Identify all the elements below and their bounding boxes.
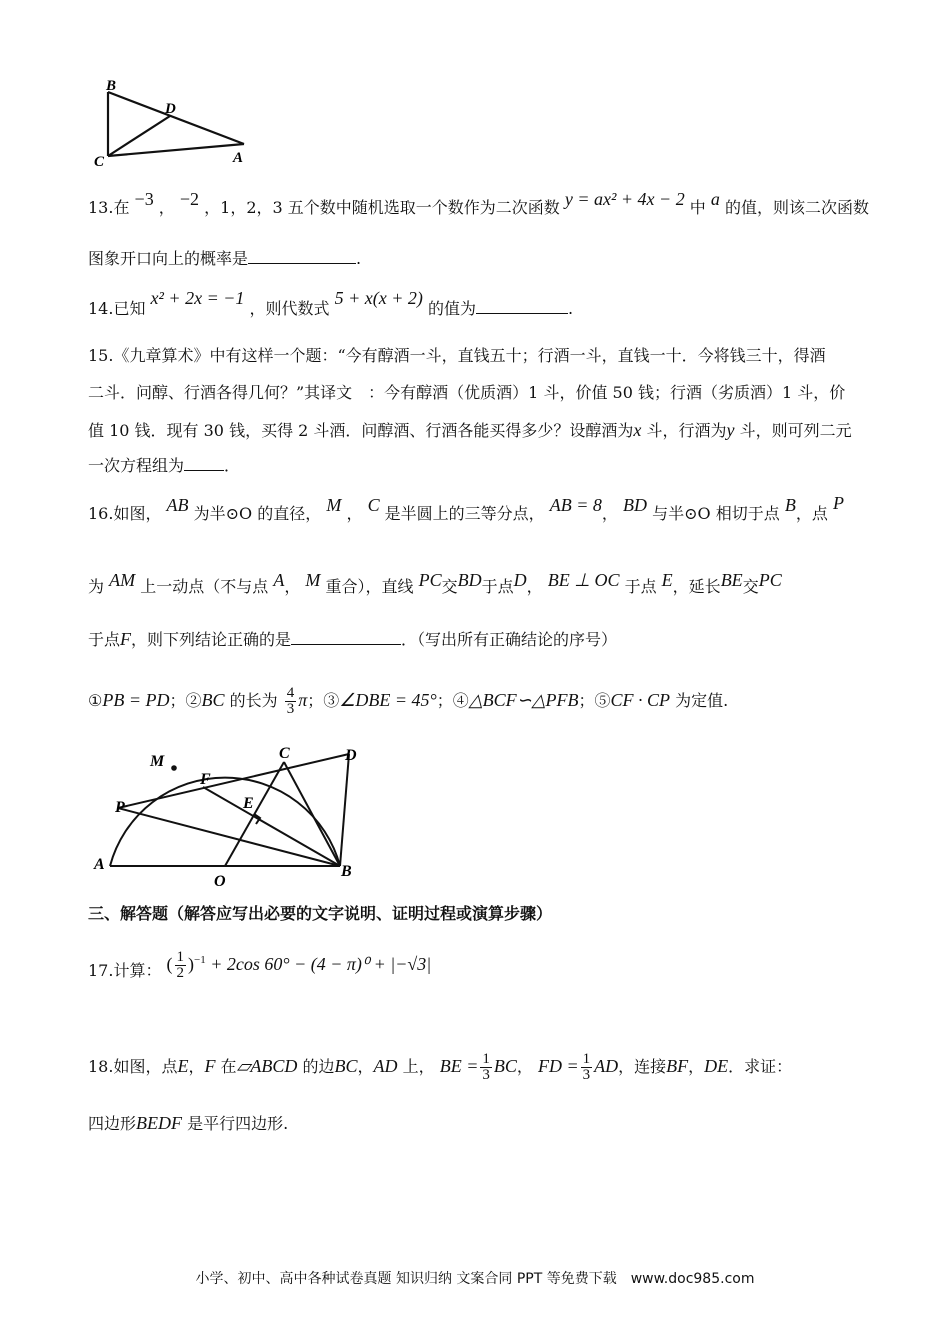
q16-text: ，则下列结论正确的是 [131, 630, 292, 649]
q18-text: ， [188, 1057, 205, 1076]
q16-text: ；③ [307, 691, 340, 710]
q16-math: E [661, 570, 673, 590]
question-14 [88, 288, 574, 320]
q13-text: 的值，则该二次函数 [725, 198, 870, 217]
question-16-line-1 [88, 493, 844, 525]
q16-text: 于点 [88, 630, 121, 649]
q18-text: 在 [215, 1057, 237, 1076]
fig2-label-p: P [115, 799, 125, 816]
q16-arc-bc: BC [201, 690, 225, 710]
q13-text: 图象开口向上的概率是 [88, 249, 249, 268]
q16-text: 上一动点（不与点 [140, 577, 269, 596]
q18-math: AD [373, 1056, 398, 1076]
q16-math: BD [623, 495, 648, 515]
q18-math: BEDF [136, 1113, 182, 1133]
fraction-denominator: 3 [286, 701, 295, 717]
q16-text: 重合），直线 [325, 577, 414, 596]
fraction-denominator: 2 [176, 965, 185, 982]
page-footer: 小学、初中、高中各种试卷真题 知识归纳 文案合同 PPT 等免费下载 www.doc985.com [195, 1271, 755, 1287]
fraction-numerator: 1 [582, 1051, 591, 1067]
fig1-label-d: D [165, 101, 176, 117]
fraction-denominator: 3 [582, 1067, 591, 1083]
q16-text: 16.如图， [88, 504, 162, 523]
q16-text: ， [346, 504, 363, 523]
q16-text: ；④ [436, 691, 469, 710]
question-17 [88, 949, 432, 987]
q17-expression: ( $\frac{1}{2}$ )$^{-1}$ + 2cos 60° − (4 − π)⁰ + |−√3| [166, 949, 432, 982]
fig2-label-e: E [243, 795, 254, 812]
q17-rest: + 2cos 60° − (4 − π)⁰ + |−√3| [210, 954, 432, 974]
q16-math: D [513, 570, 527, 590]
q16-text: ，点 [795, 504, 828, 523]
q18-math: BE = [439, 1056, 479, 1076]
fraction-numerator: 1 [176, 949, 185, 966]
fraction-numerator: 1 [482, 1051, 490, 1067]
q16-text: 为 [88, 577, 105, 596]
question-15-line-4 [88, 455, 240, 477]
q18-text: ， [516, 1057, 533, 1076]
q16-text: ① [88, 691, 103, 710]
question-18-line-1 [88, 1052, 792, 1083]
q14-text: . [567, 299, 574, 318]
q15-text: 值 10 钱．现有 30 钱，买得 2 斗酒．问醇酒、行酒各能买得多少？设醇酒为 [88, 421, 634, 440]
q18-text: ，连接 [618, 1057, 667, 1076]
q15-text: 一次方程组为 [88, 456, 185, 475]
q16-math: B [784, 495, 796, 515]
answer-blank [184, 456, 224, 471]
fig1-label-a: A [233, 150, 244, 166]
question-18-line-2 [88, 1112, 288, 1135]
answer-blank [291, 630, 401, 645]
fig2-label-m: M [150, 753, 165, 770]
q16-text: ；⑤ [578, 691, 611, 710]
q16-math: PB = PD [102, 690, 170, 710]
fraction-four-thirds [285, 686, 297, 717]
q16-text: ， [284, 577, 301, 596]
q13-number: −3 [134, 189, 154, 209]
q16-math: △BCF∽△PFB [468, 690, 579, 710]
q14-text: 14.已知 [88, 299, 146, 318]
q18-math: F [204, 1056, 216, 1076]
fraction-one-third [480, 1052, 492, 1083]
q13-text: 13.在 [88, 198, 130, 217]
q16-math: π [298, 690, 308, 710]
q18-math: E [177, 1056, 189, 1076]
q16-math: F [120, 629, 132, 649]
question-15-line-2: 二斗．问醇、行酒各得几何？”其译文 ：今有醇酒（优质酒）1 斗，价值 50 钱；行酒（劣质酒）1 斗，价 [88, 383, 846, 402]
fig2-label-c: C [279, 745, 290, 762]
q16-math: A [273, 570, 285, 590]
q13-function: y = ax² + 4x − 2 [564, 189, 685, 209]
q18-math: BF [666, 1056, 689, 1076]
question-16-conclusions [88, 686, 728, 717]
q16-math: CF · CP [610, 690, 671, 710]
q16-math: M [305, 570, 321, 590]
q16-math: BD [457, 570, 482, 590]
q16-text: 是半圆上的三等分点， [384, 504, 545, 523]
q13-text: 中 [689, 198, 706, 217]
triangle-figure [92, 74, 262, 170]
q16-text: ．（写出所有正确结论的序号） [401, 630, 618, 649]
q14-text: ，则代数式 [249, 299, 330, 318]
q15-text: ． [224, 456, 241, 475]
fig2-label-a: A [94, 856, 105, 873]
q14-equation: x² + 2x = −1 [150, 288, 245, 308]
q14-expression: 5 + x(x + 2) [334, 288, 423, 308]
q16-math: PC [418, 570, 442, 590]
q16-math: AB = 8 [549, 495, 602, 515]
q14-text: 的值为 [427, 299, 476, 318]
q16-text: 交 [742, 577, 759, 596]
q16-text: ；② [169, 691, 202, 710]
q13-number: −2 [179, 189, 200, 209]
answer-blank [476, 299, 568, 314]
q16-text: 为半⊙O 的直径， [193, 504, 322, 523]
q15-variable-y: y [726, 420, 735, 440]
q16-math: AB [166, 495, 189, 515]
q16-math: BE ⊥ OC [547, 570, 620, 590]
question-16-line-3 [88, 628, 617, 651]
fraction-denominator: 3 [482, 1067, 490, 1083]
q18-math: AD [594, 1056, 619, 1076]
q16-math: C [367, 495, 380, 515]
question-15-line-3 [88, 419, 852, 442]
q15-text: 斗，则可列二元 [734, 421, 852, 440]
q16-text: ，延长 [672, 577, 721, 596]
q18-parallelogram: ▱ABCD [236, 1056, 298, 1076]
q18-text: ， [357, 1057, 374, 1076]
q18-text: 四边形 [88, 1114, 137, 1133]
q16-text: 于点 [481, 577, 514, 596]
fraction-one-half [175, 950, 187, 981]
q16-text: ， [526, 577, 543, 596]
q13-variable: a [710, 189, 720, 209]
q16-math: P [832, 493, 844, 513]
q13-text: . [356, 249, 362, 268]
question-13-line-1 [88, 189, 870, 219]
q13-text: ， [158, 198, 175, 217]
fraction-numerator: 4 [286, 685, 295, 701]
fig2-label-d: D [345, 747, 357, 764]
semicircle-figure [88, 744, 378, 890]
fig2-label-f: F [200, 771, 211, 788]
q16-text: ， [601, 504, 618, 523]
q18-math: BC [334, 1056, 358, 1076]
q15-text: 斗，行酒为 [641, 421, 727, 440]
question-13-line-2 [88, 248, 361, 270]
q17-label: 17.计算： [88, 961, 162, 980]
fig1-label-b: B [106, 78, 117, 94]
question-15-line-1: 15.《九章算术》中有这样一个题：“今有醇酒一斗，直钱五十；行酒一斗，直钱一十．今将钱三十，得酒 [88, 346, 826, 365]
q18-text: ．求证： [728, 1057, 793, 1076]
q16-math: M [326, 495, 342, 515]
q16-text: 为定值. [670, 691, 729, 710]
fig1-label-c: C [94, 154, 105, 170]
q18-text: 的边 [297, 1057, 335, 1076]
q18-math: BC [493, 1056, 517, 1076]
q16-text: 与半⊙O 相切于点 [652, 504, 780, 523]
fig2-label-o: O [214, 873, 226, 890]
q16-math: BE [720, 570, 743, 590]
q16-text: 交 [441, 577, 458, 596]
q18-text: ， [688, 1057, 705, 1076]
q18-math: FD = [537, 1056, 579, 1076]
fig2-label-b: B [341, 863, 352, 880]
point-m-dot [171, 765, 177, 771]
q18-text: 上， [397, 1057, 435, 1076]
q16-math: ∠DBE = 45° [339, 690, 437, 710]
fraction-one-third [581, 1052, 593, 1083]
q18-text: 18.如图，点 [88, 1057, 178, 1076]
answer-blank [248, 249, 356, 264]
q18-math: DE [704, 1056, 729, 1076]
q15-variable-x: x [633, 420, 642, 440]
section-heading: 三、解答题（解答应写出必要的文字说明、证明过程或演算步骤） [88, 904, 553, 923]
q16-arc-am: AM [109, 570, 136, 590]
q16-text: 于点 [624, 577, 657, 596]
q16-math: PC [758, 570, 782, 590]
question-16-line-2 [88, 570, 782, 598]
q16-text: 的长为 [224, 691, 278, 710]
q18-text: 是平行四边形. [182, 1114, 289, 1133]
q13-text: ，1，2，3 五个数中随机选取一个数作为二次函数 [204, 198, 560, 217]
